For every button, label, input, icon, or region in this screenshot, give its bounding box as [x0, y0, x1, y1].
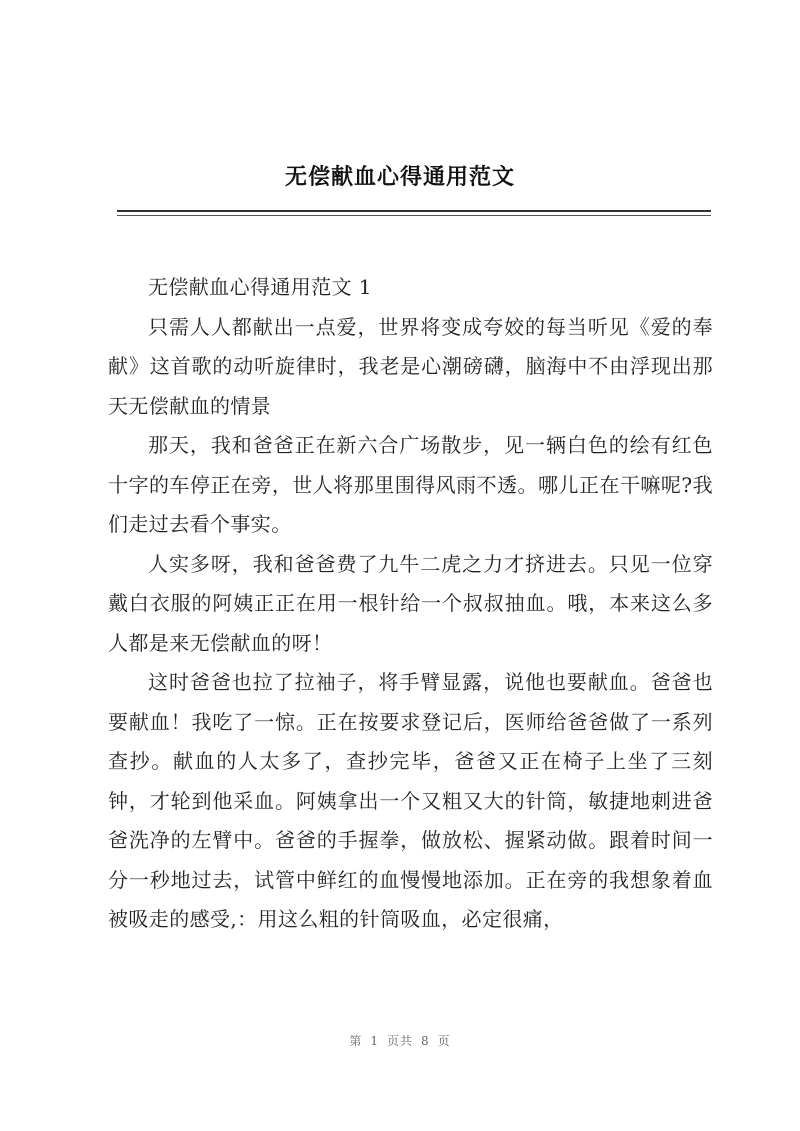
- title-divider-thin: [117, 215, 711, 216]
- page-footer: [0, 1032, 800, 1049]
- footer-suffix: 页: [437, 1034, 451, 1048]
- paragraph: 这时爸爸也拉了拉袖子，将手臂显露，说他也要献血。爸爸也要献血！我吃了一惊。正在按要求登记后，医师给爸爸做了一系列查抄。献血的人太多了，查抄完毕，爸爸又正在椅子上坐了三刻钟，才轮到他采血。阿姨拿出一个又粗又大的针筒，敏捷地刺进爸爸洗净的左臂中。爸爸的手握拳，做放松、握紧动做。跟着时间一分一秒地过去，试管中鲜红的血慢慢地添加。正在旁的我想象着血被吸走的感受,：用这么粗的针筒吸血，必定很痛，: [108, 670, 713, 931]
- title-divider: [117, 210, 711, 212]
- footer-prefix: 第: [349, 1034, 363, 1048]
- section-heading: 无偿献血心得通用范文 1: [148, 275, 372, 299]
- paragraph: 那天，我和爸爸正在新六合广场散步，见一辆白色的绘有红色十字的车停正在旁，世人将那里围得风雨不透。哪儿正在干嘛呢?我们走过去看个事实。: [108, 433, 713, 536]
- footer-middle: 页共: [386, 1034, 413, 1048]
- document-body: [108, 268, 713, 940]
- paragraph: 只需人人都献出一点爱，世界将变成夸姣的每当听见《爱的奉献》这首歌的动听旋律时，我老是心潮磅礴，脑海中不由浮现出那天无偿献血的情景: [108, 314, 713, 418]
- page-title: 无偿献血心得通用范文: [284, 164, 515, 190]
- paragraph: 人实多呀，我和爸爸费了九牛二虎之力才挤进去。只见一位穿戴白衣服的阿姨正正在用一根针给一个叔叔抽血。哦，本来这么多人都是来无偿献血的呀！: [108, 551, 713, 655]
- page-total: 8: [421, 1034, 430, 1048]
- page-number: 1: [370, 1034, 379, 1048]
